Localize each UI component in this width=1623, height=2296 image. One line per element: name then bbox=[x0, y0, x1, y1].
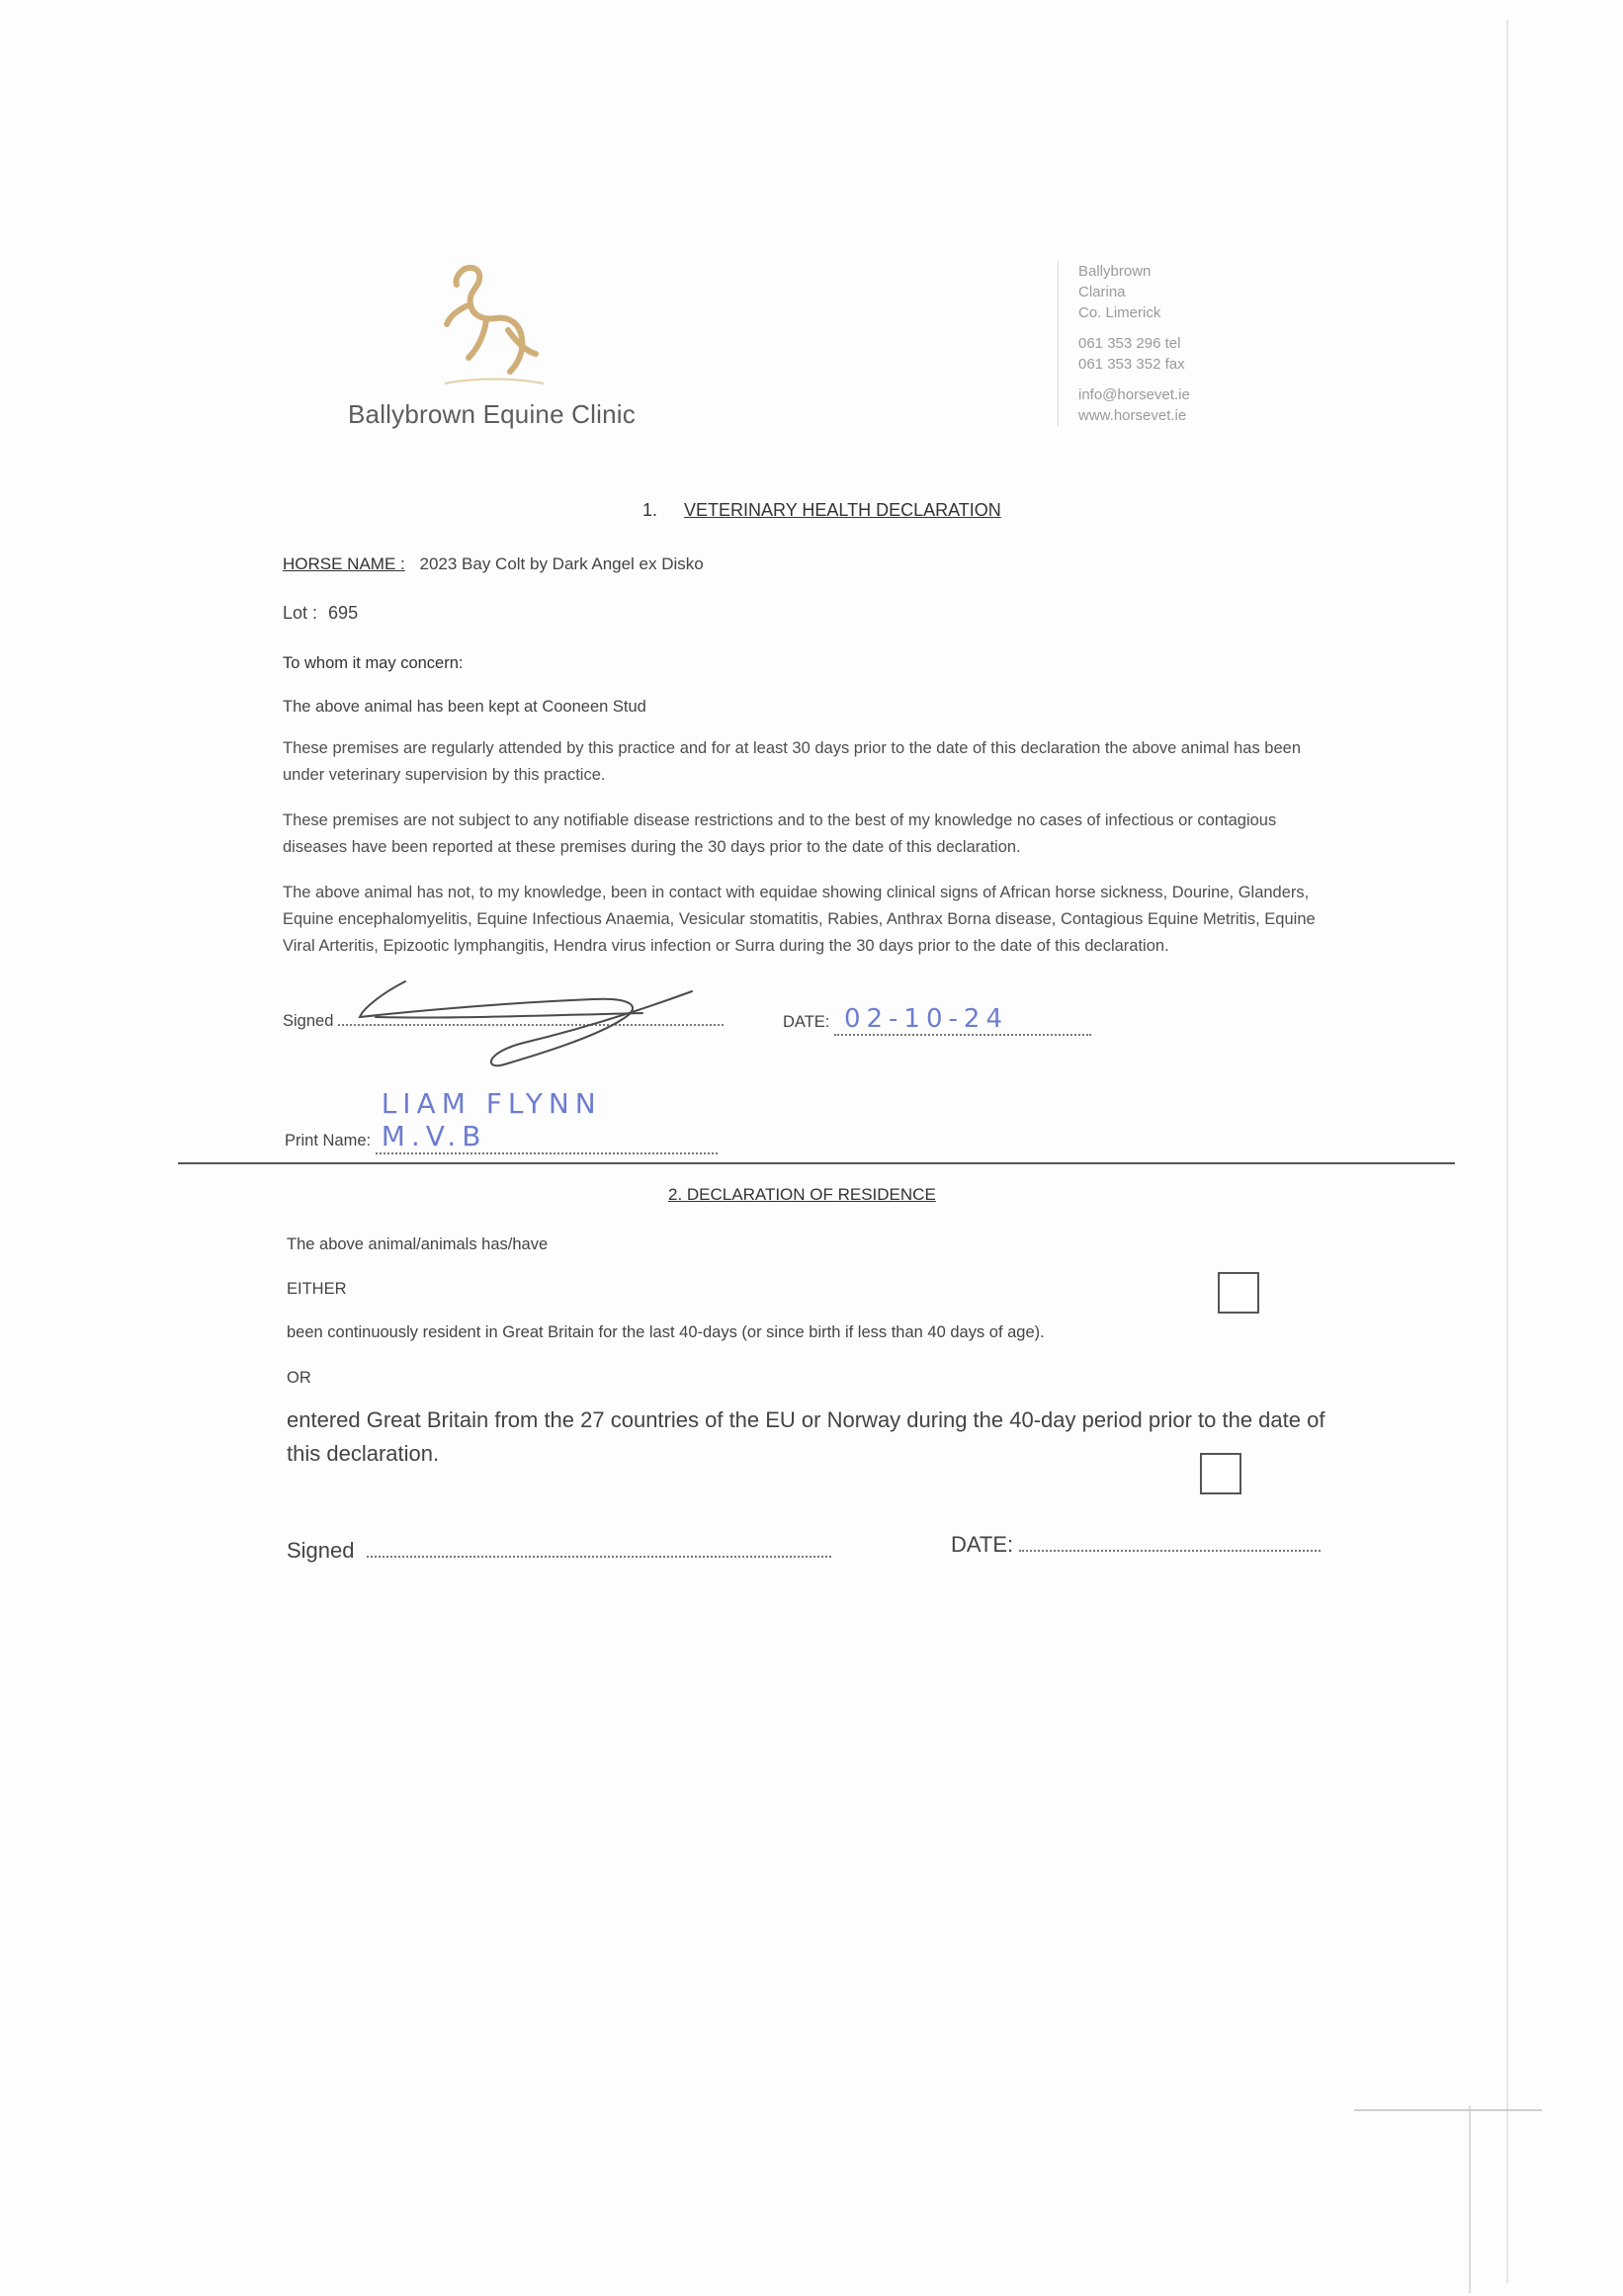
horse-name-label: HORSE NAME : bbox=[283, 554, 405, 573]
phone-fax: 061 353 352 fax bbox=[1078, 356, 1185, 373]
either-label: EITHER bbox=[287, 1280, 347, 1298]
clinic-contact-block bbox=[1058, 261, 1190, 426]
horse-name-row bbox=[283, 554, 704, 574]
signature-line-2[interactable] bbox=[367, 1556, 831, 1558]
salutation: To whom it may concern: bbox=[283, 654, 464, 672]
print-name-label: Print Name: bbox=[285, 1132, 372, 1149]
date-row-1 bbox=[783, 1004, 1091, 1036]
scan-edge-line-lower bbox=[1469, 2105, 1471, 2293]
handwritten-signature-icon bbox=[336, 974, 712, 1072]
address-line-3: Co. Limerick bbox=[1078, 304, 1161, 321]
date-row-2 bbox=[951, 1532, 1321, 1558]
scan-edge-line bbox=[1506, 20, 1508, 2283]
section1-title: VETERINARY HEALTH DECLARATION bbox=[684, 500, 1001, 520]
horse-name-value: 2023 Bay Colt by Dark Angel ex Disko bbox=[419, 554, 704, 573]
print-name-row bbox=[285, 1087, 718, 1154]
option2-text: entered Great Britain from the 27 countries of the EU or Norway during the 40-day period prior to the date of this declaration. bbox=[287, 1407, 1325, 1466]
phone-tel: 061 353 296 tel bbox=[1078, 335, 1181, 352]
lot-row bbox=[283, 603, 358, 624]
scan-corner-mark bbox=[1354, 2109, 1542, 2111]
horse-logo-icon bbox=[425, 259, 554, 387]
option2-checkbox[interactable] bbox=[1200, 1453, 1241, 1494]
paragraph-no-contact: The above animal has not, to my knowledge, been in contact with equidae showing clinical signs of African horse sickness, Dourine, Glanders, Equine encephalomyelitis, Equine Infectious Anaemia, Vesicular stomatitis, Rabies, Anthrax Borna disease, Contagious Equine Metritis, Equine Viral Arteritis, Epizootic lymphangitis, Hendra virus infection or Surra during the 30 days prior to the date of this declaration. bbox=[283, 884, 1316, 955]
signed-label-1: Signed bbox=[283, 1012, 334, 1030]
section1-heading bbox=[642, 500, 1001, 521]
print-name-value: LIAM FLYNN M.V.B bbox=[376, 1087, 718, 1154]
option1-text: been continuously resident in Great Britain for the last 40-days (or since birth if less than 40 days of age). bbox=[287, 1323, 1045, 1341]
paragraph-no-restrictions: These premises are not subject to any notifiable disease restrictions and to the best of my knowledge no cases of infectious or contagious diseases have been reported at these premises during the 30 days prior to the date of this declaration. bbox=[283, 811, 1277, 856]
lot-label: Lot : bbox=[283, 603, 318, 623]
lot-value: 695 bbox=[328, 603, 359, 623]
date-label-2: DATE: bbox=[951, 1532, 1014, 1557]
residence-intro: The above animal/animals has/have bbox=[287, 1235, 549, 1253]
or-label: OR bbox=[287, 1369, 311, 1387]
date-line-2[interactable] bbox=[1019, 1550, 1321, 1552]
clinic-name: Ballybrown Equine Clinic bbox=[348, 399, 636, 429]
section1-number: 1. bbox=[642, 500, 658, 520]
option1-checkbox[interactable] bbox=[1218, 1272, 1259, 1314]
address-line-2: Clarina bbox=[1078, 284, 1126, 300]
section2-title: 2. DECLARATION OF RESIDENCE bbox=[668, 1185, 936, 1204]
signed-row-2 bbox=[287, 1538, 831, 1564]
date-value-1: 02-10-24 bbox=[834, 1004, 1091, 1036]
email: info@horsevet.ie bbox=[1078, 386, 1190, 403]
section-divider bbox=[178, 1162, 1455, 1164]
website: www.horsevet.ie bbox=[1078, 407, 1187, 424]
date-label-1: DATE: bbox=[783, 1013, 830, 1031]
address-line-1: Ballybrown bbox=[1078, 263, 1152, 280]
kept-at: The above animal has been kept at Cooneen Stud bbox=[283, 698, 646, 716]
paragraph-supervision: These premises are regularly attended by this practice and for at least 30 days prior to the date of this declaration the above animal has been under veterinary supervision by this practice. bbox=[283, 739, 1302, 784]
signed-label-2: Signed bbox=[287, 1538, 355, 1563]
